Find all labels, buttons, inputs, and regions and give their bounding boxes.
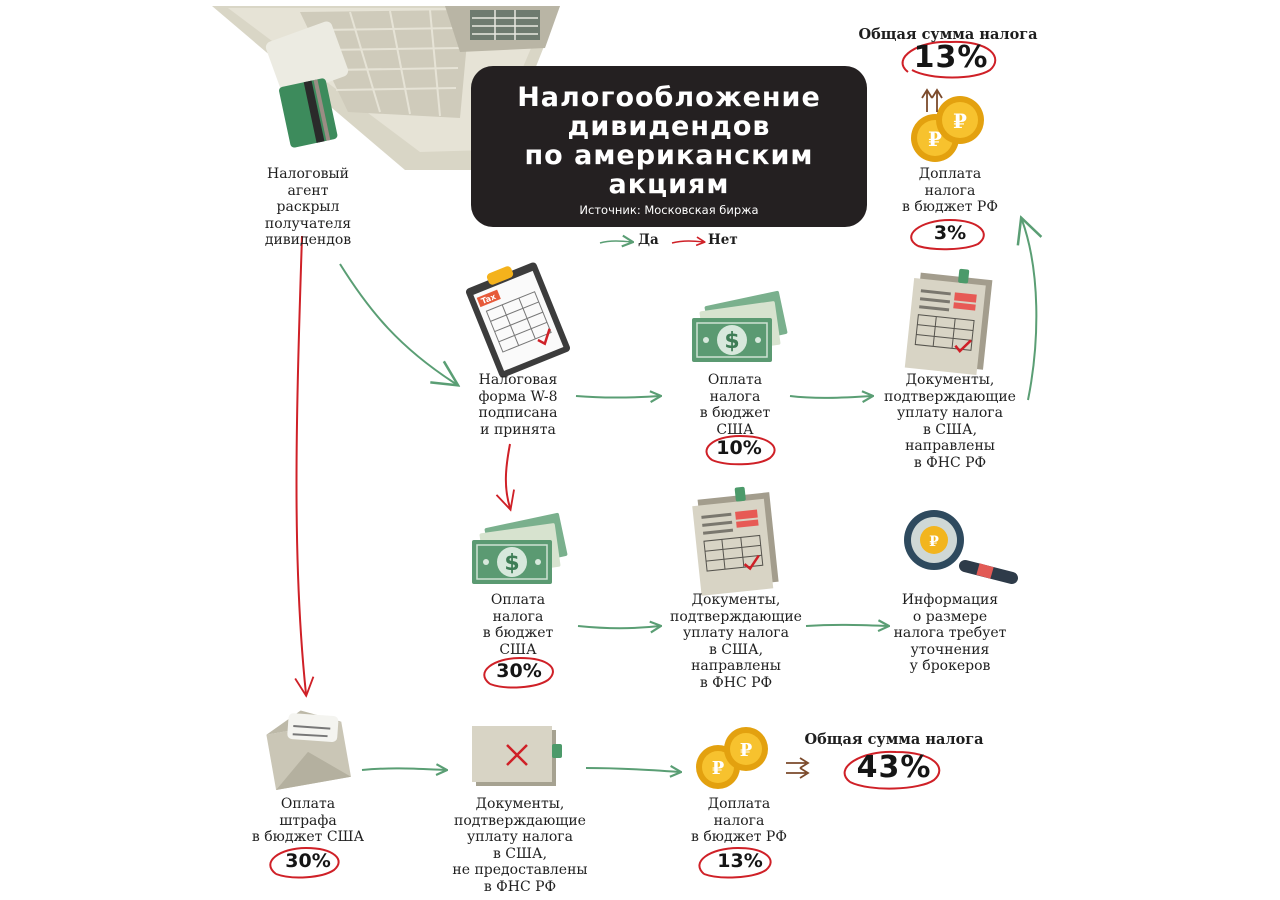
arrow-no-agent-to-fine	[297, 236, 307, 694]
node-rf-pay-13-percent: 13%	[717, 850, 763, 872]
legend-yes-label: Да	[638, 232, 659, 248]
node-us-pay-10-label: Оплата налога в бюджет США	[699, 372, 771, 438]
title-banner	[471, 66, 867, 227]
arrow-yes-docs-to-rf13	[586, 768, 680, 772]
node-rf-pay-3-percent: 3%	[933, 222, 967, 244]
dollar-banknotes-icon	[472, 513, 568, 584]
arrow-yes-w8-to-us10	[576, 396, 660, 398]
node-total-13-heading: Общая сумма налога	[858, 26, 1038, 43]
magnifier-coin-icon	[904, 510, 1012, 578]
source-note: Источник: Московская биржа	[579, 203, 759, 217]
legend-no-label: Нет	[708, 232, 738, 248]
arrow-yes-us10-to-docs	[790, 396, 872, 398]
node-docs-sent-2-label: Документы, подтверждающие уплату налога в США, направлены в ФНС РФ	[670, 592, 802, 691]
node-total-43-heading: Общая сумма налога	[804, 731, 984, 748]
documents-icon	[691, 484, 779, 596]
tax-form-clipboard-icon	[463, 256, 572, 379]
node-total-13-percent: 13%	[913, 40, 989, 75]
arrow-yes-us30-to-docs	[578, 626, 660, 628]
arrow-yes-docs-to-info	[806, 625, 888, 626]
arrow-no-w8-to-us30	[506, 444, 510, 508]
svg-text:₽: ₽	[953, 109, 967, 133]
svg-text:₽: ₽	[739, 740, 753, 761]
node-us-pay-30-percent: 30%	[496, 660, 542, 682]
node-w8-label: Налоговая форма W-8 подписана и принята	[478, 372, 558, 438]
node-fine-label: Оплата штрафа в бюджет США	[251, 796, 365, 845]
svg-text:₽: ₽	[928, 127, 942, 151]
svg-text:$: $	[724, 329, 740, 354]
arrow-yes-fine-to-docs	[362, 768, 446, 770]
node-agent-label: Налоговый агент раскрыл получателя дивидендов	[264, 166, 352, 248]
dollar-banknotes-icon	[692, 291, 788, 362]
arrow-yes-agent-to-w8	[340, 264, 456, 384]
envelope-icon	[263, 704, 351, 790]
node-fine-percent: 30%	[285, 850, 331, 872]
tax-tab-text: Tax	[479, 292, 498, 307]
legend-arrow-yes	[600, 241, 632, 243]
node-rf-pay-3-label: Доплата налога в бюджет РФ	[902, 166, 998, 215]
svg-text:₽: ₽	[711, 758, 725, 779]
page-title: Налогообложение дивидендов по американским акциям	[517, 82, 821, 200]
ruble-coins-icon	[696, 727, 768, 789]
right-arrows	[786, 758, 808, 778]
node-us-pay-30-label: Оплата налога в бюджет США	[482, 592, 554, 658]
node-total-43-percent: 43%	[856, 750, 932, 785]
node-docs-not-label: Документы, подтверждающие уплату налога в США, не предоставлены в ФНС РФ	[452, 796, 588, 895]
node-us-pay-10-percent: 10%	[716, 437, 762, 459]
documents-icon	[905, 264, 993, 376]
svg-text:₽: ₽	[929, 534, 939, 550]
node-info-label: Информация о размере налога требует уточнения у брокеров	[893, 592, 1007, 674]
ruble-coins-icon	[911, 96, 984, 162]
node-docs-sent-1-label: Документы, подтверждающие уплату налога в США, направлены в ФНС РФ	[884, 372, 1016, 471]
rejected-document-icon	[472, 726, 562, 786]
node-rf-pay-13-label: Доплата налога в бюджет РФ	[691, 796, 787, 845]
svg-text:$: $	[504, 551, 520, 576]
legend-arrow-no	[672, 241, 704, 243]
